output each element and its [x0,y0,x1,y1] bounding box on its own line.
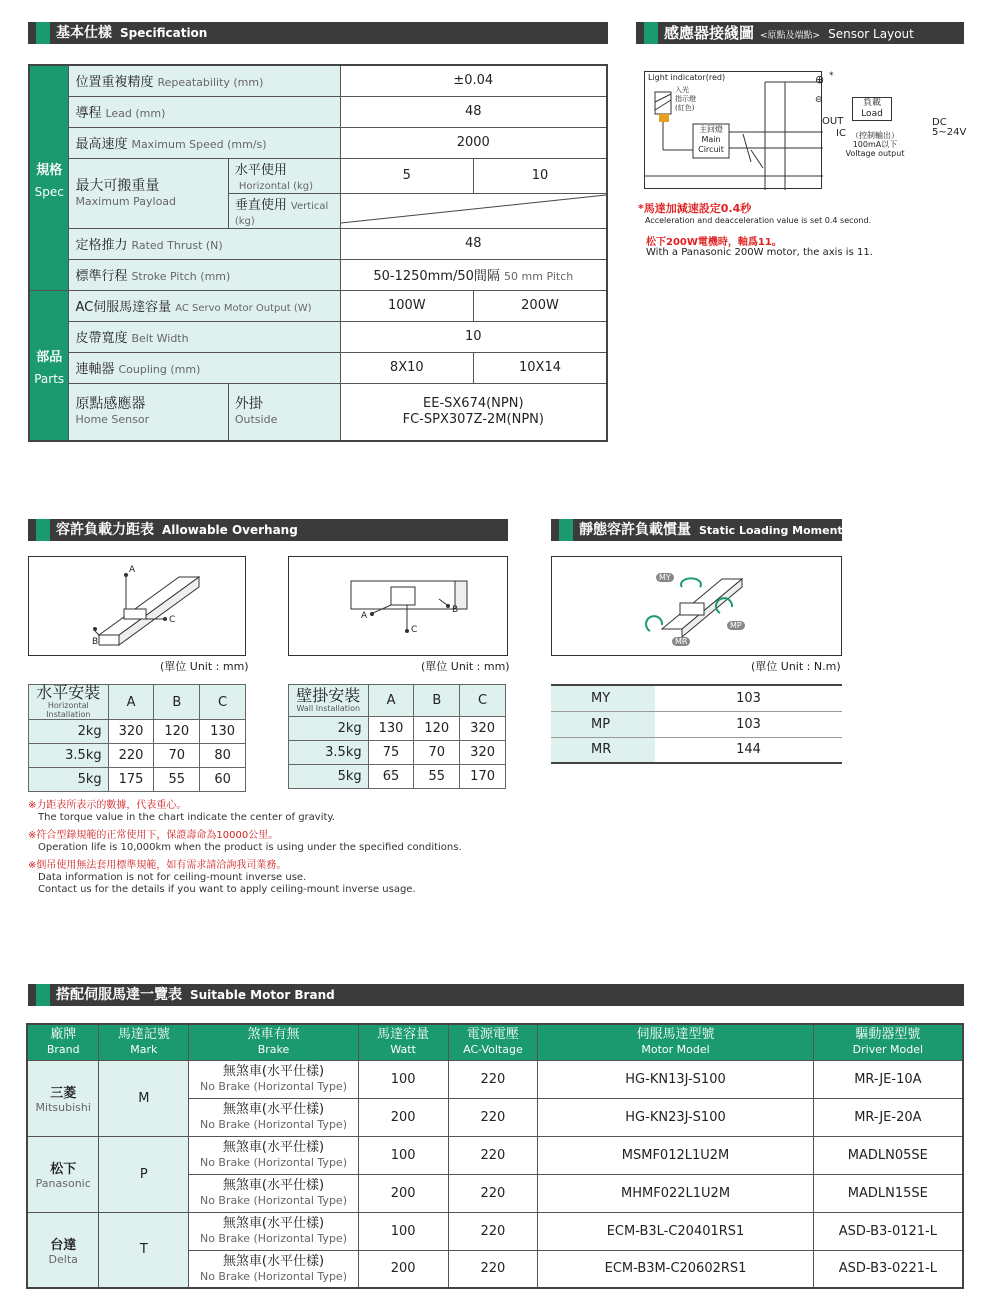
col-b: B [154,685,200,720]
out-label: OUT [822,116,844,127]
horizontal-actuator-drawing [29,557,247,657]
sensor-header: 感應器接綫圖 <原點及端點> Sensor Layout [636,22,964,44]
col-brand: 廠牌 Brand [27,1024,99,1060]
col-watt: 馬達容量 Watt [358,1024,448,1060]
my-marker: MY [656,573,674,582]
col-a: A [108,685,154,720]
table-row: 松下 Panasonic P 無煞車(水平仕樣) No Brake (Horizontal Type) 100 220 MSMF012L1U2M MADLN05SE [27,1136,963,1174]
belt-label: 皮帶寬度 Belt Width [69,321,340,352]
stroke-value: 50-1250mm/50間隔 50 mm Pitch [340,259,607,290]
static-moment-table [551,684,842,764]
vertical-label: 垂直使用 Vertical (kg) [228,193,340,228]
lead-value: 48 [340,96,607,127]
wall-install-diagram [288,556,508,656]
table-row: 5kg 65 55 170 [289,765,506,789]
horizontal-overhang-table [28,684,246,792]
table-row: MY 103 [551,685,842,711]
dc-label: DC 5~24V [932,117,967,138]
speed-value: 2000 [340,127,607,158]
table-row: 無煞車(水平仕樣) No Brake (Horizontal Type) 200 220 MHMF022L1U2M MADLN15SE [27,1174,963,1212]
col-brake: 煞車有無 Brake [189,1024,359,1060]
home-sensor-label: 原點感應器 Home Sensor [69,383,228,441]
col-motor-model: 伺服馬達型號 Motor Model [538,1024,813,1060]
thrust-value: 48 [340,228,607,259]
wall-table-title: 壁掛安裝 Wall Installation [289,685,369,717]
group-parts: 部品 Parts [29,290,69,441]
load-box: 負載 Load [852,97,892,121]
horizontal-value-1: 5 [340,158,473,193]
plus-terminal: ⊕ [815,73,825,86]
home-sensor-value: EE-SX674(NPN) FC-SPX307Z-2M(NPN) [340,383,607,441]
ic-label: IC [836,128,846,139]
table-row: 無煞車(水平仕樣) No Brake (Horizontal Type) 200 220 HG-KN23J-S100 MR-JE-20A [27,1098,963,1136]
motor-output-1: 100W [340,290,473,321]
motor-brand-header: 搭配伺服馬達一覽表 Suitable Motor Brand [28,984,964,1006]
table-row: MP 103 [551,711,842,737]
horizontal-table-title: 水平安裝 Horizontal Installation [29,685,109,720]
horizontal-label-c: C [169,615,176,625]
overhang-notes: ※力距表所表示的數據，代表重心。 The torque value in the chart indicate the center of gravity. ※符合型錄規範的正常使用下，保證壽命為10000公里。 Operation life is 10,000km when the product is using under the specified conditions. ※倒吊使用無法套用標準規範，如有需求請洽詢我司業務。 Data information is not for ceiling-mount inverse use. Contact us for the details if you want to apply ceiling-mount inverse usage. [28,800,462,895]
table-row: 台達 Delta T 無煞車(水平仕樣) No Brake (Horizontal Type) 100 220 ECM-B3L-C20401RS1 ASD-B3-0121-L [27,1212,963,1250]
sensor-note-1-zh: *馬達加減速設定0.4秒 [638,202,752,215]
col-b: B [414,685,460,717]
coupling-label: 連軸器 Coupling (mm) [69,352,340,383]
group-spec: 規格 Spec [29,65,69,290]
table-row: 3.5kg 220 70 80 [29,744,246,768]
repeatability-value: ±0.04 [340,65,607,96]
moment-actuator-drawing [552,557,843,657]
light-zh-label: 入光 指示燈 (紅色) [675,86,696,112]
vertical-value [340,193,607,228]
sensor-note-2-en: With a Panasonic 200W motor, the axis is 11. [646,247,873,258]
static-moment-header: 靜態容許負載慣量 Static Loading Moment [551,519,842,541]
motor-output-2: 200W [474,290,608,321]
col-c: C [460,685,506,717]
circuit-lines [645,72,823,190]
wall-label-a: A [361,611,368,621]
thrust-label: 定格推力 Rated Thrust (N) [69,228,340,259]
wall-label-b: B [452,605,459,615]
coupling-value-1: 8X10 [340,352,473,383]
table-row: 2kg 130 120 320 [289,717,506,741]
horizontal-label-b: B [92,637,99,647]
spec-header: 基本仕樣 Specification [28,22,608,44]
horizontal-label-a: A [129,565,136,575]
lead-label: 導程 Lead (mm) [69,96,340,127]
col-voltage: 電源電壓 AC-Voltage [448,1024,538,1060]
static-unit: (單位 Unit : N.m) [751,660,841,673]
mr-marker: MR [672,637,690,646]
plus-star: * [829,71,834,81]
table-row: 無煞車(水平仕樣) No Brake (Horizontal Type) 200 220 ECM-B3M-C20602RS1 ASD-B3-0221-L [27,1250,963,1288]
sensor-wiring-diagram [644,71,825,189]
overhang-header: 容許負載力距表 Allowable Overhang [28,519,508,541]
horizontal-install-diagram [28,556,246,656]
horizontal-label: 水平使用Horizontal (kg) [228,158,340,193]
wall-label-c: C [411,625,418,635]
spec-table [28,64,608,442]
table-row: 3.5kg 75 70 320 [289,741,506,765]
col-driver-model: 驅動器型號 Driver Model [813,1024,963,1060]
col-a: A [368,685,414,717]
minus-terminal: ⊖ [815,95,823,105]
wall-overhang-table [288,684,506,789]
table-row: 2kg 320 120 130 [29,720,246,744]
overhang-unit-1: (單位 Unit : mm) [160,660,249,673]
light-indicator-label: Light indicator(red) [648,73,726,82]
col-c: C [200,685,246,720]
overhang-unit-2: (單位 Unit : mm) [421,660,510,673]
motor-brand-table [26,1023,964,1289]
payload-label: 最大可搬重量 Maximum Payload [69,158,228,228]
stroke-label: 標準行程 Stroke Pitch (mm) [69,259,340,290]
static-moment-diagram [551,556,842,656]
col-mark: 馬達記號 Mark [99,1024,189,1060]
motor-output-label: AC伺服馬達容量 AC Servo Motor Output (W) [69,290,340,321]
horizontal-value-2: 10 [474,158,608,193]
coupling-value-2: 10X14 [474,352,608,383]
repeatability-label: 位置重複精度 Repeatability (mm) [69,65,340,96]
speed-label: 最高速度 Maximum Speed (mm/s) [69,127,340,158]
sensor-note-1-en: Acceleration and deacceleration value is set 0.4 second. [645,216,872,225]
wall-actuator-drawing [289,557,509,657]
table-row: MR 144 [551,737,842,763]
table-row: 三菱 Mitsubishi M 無煞車(水平仕樣) No Brake (Horizontal Type) 100 220 HG-KN13J-S100 MR-JE-10A [27,1060,963,1098]
control-output-label: （控制輸出） 100mA以下 Voltage output [845,131,905,158]
main-circuit-label: 主回燈 Main Circuit [698,125,724,154]
mp-marker: MP [727,621,745,630]
belt-value: 10 [340,321,607,352]
not-applicable-slash [341,194,606,224]
sensor-note-2-zh: 松下200W電機時，軸爲11。 [646,237,782,248]
table-row: 5kg 175 55 60 [29,768,246,792]
outside-label: 外掛 Outside [228,383,340,441]
